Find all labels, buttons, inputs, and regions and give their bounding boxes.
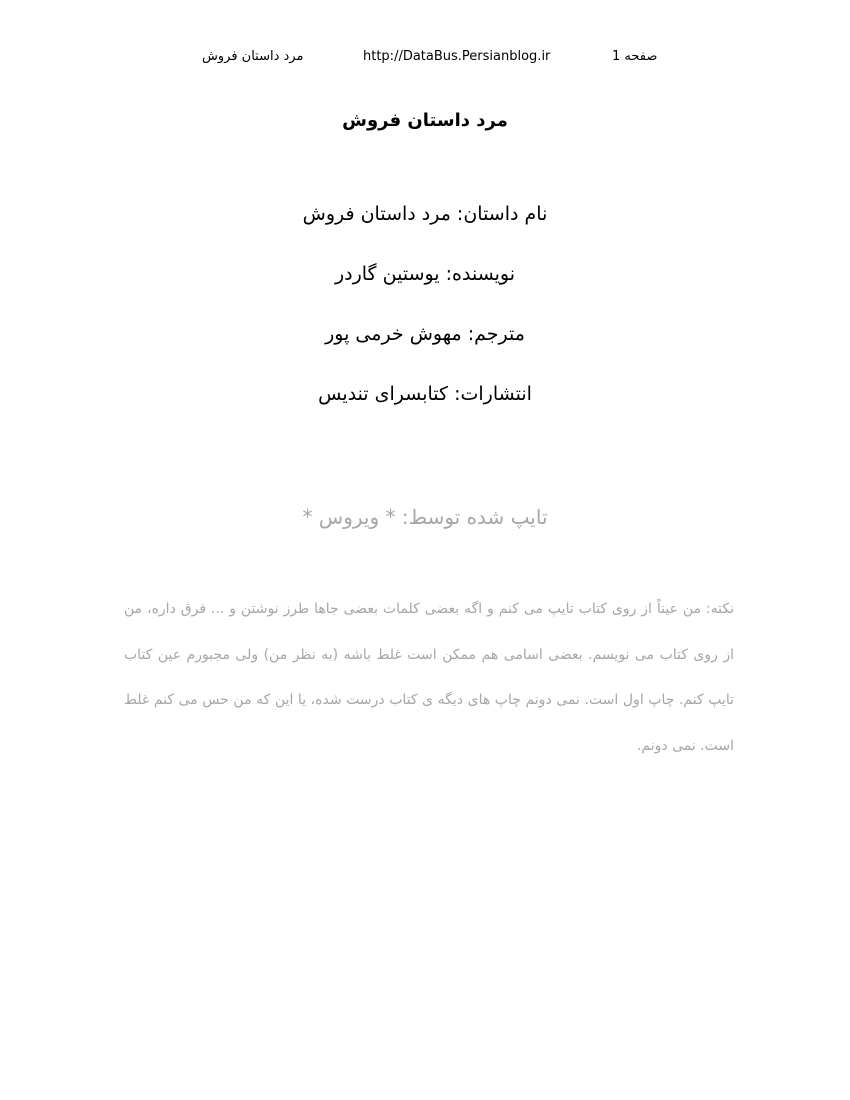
header-url: http://DataBus.Persianblog.ir xyxy=(363,49,551,64)
typed-by-credit: تایپ شده توسط: * ویروس * xyxy=(302,505,548,529)
page-header xyxy=(0,49,850,69)
header-doc-title: مرد داستان فروش xyxy=(202,49,304,64)
page-title: مرد داستان فروش xyxy=(342,110,508,131)
story-name-line: نام داستان: مرد داستان فروش xyxy=(302,203,548,225)
translator-line: مترجم: مهوش خرمی پور xyxy=(325,323,525,345)
note-paragraph: نکته: من عیناً از روی کتاب تایپ می کنم و اگه بعضی کلمات بعضی جاها طرز نوشتن و ... فرق داره، من از روی کتاب می نویسم. بعضی اسامی هم ممکن است غلط باشه (به نظر من) ولی مجبورم عین کتاب تایپ کنم. چاپ اول است. نمی دونم چاپ های دیگه ی کتاب درست شده، یا این که من حس می کنم غلط است. نمی دونم. xyxy=(124,601,734,754)
header-page-number: صفحه 1 xyxy=(612,49,658,64)
author-line: نویسنده: یوستین گاردر xyxy=(334,263,516,285)
publisher-line: انتشارات: کتابسرای تندیس xyxy=(318,383,532,405)
